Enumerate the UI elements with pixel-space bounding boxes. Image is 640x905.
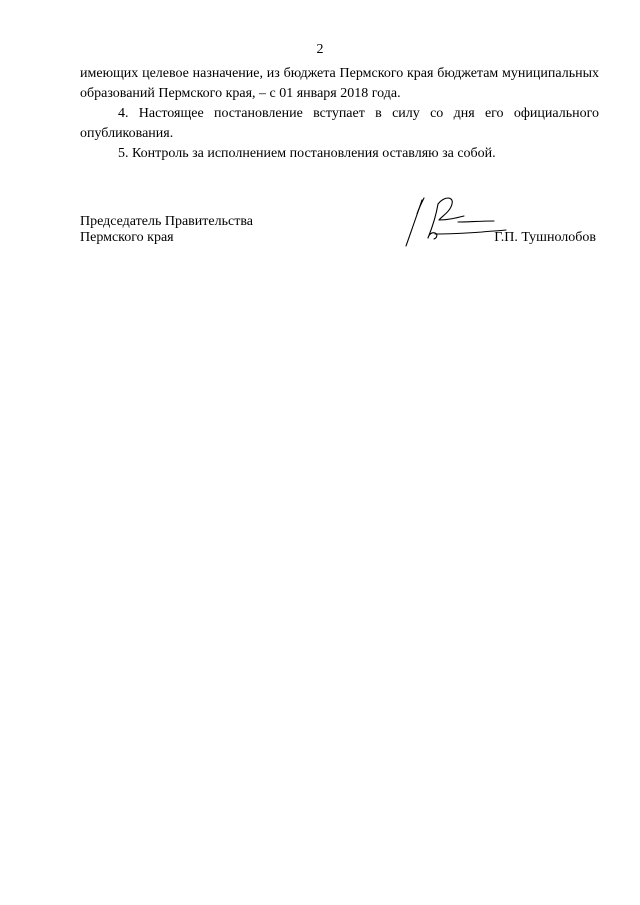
paragraph-continuation: имеющих целевое назначение, из бюджета Пермского края бюджетам муниципальных образований Пермского края, – с 01 января 2018 года. [80,66,599,101]
signer-name: Г.П. Тушнолобов [494,230,596,245]
page-number: 2 [316,42,324,57]
paragraph-item-4: 4. Настоящее постановление вступает в силу со дня его официального опубликования. [80,106,599,141]
document-body [80,64,599,164]
signature-block [80,214,599,264]
paragraph-item-5: 5. Контроль за исполнением постановления оставляю за собой. [118,146,496,161]
signer-title-line-2: Пермского края [80,230,174,245]
signer-title-line-1: Председатель Правительства [80,214,253,229]
signer-title [80,214,253,246]
handwritten-signature-icon [398,194,508,252]
